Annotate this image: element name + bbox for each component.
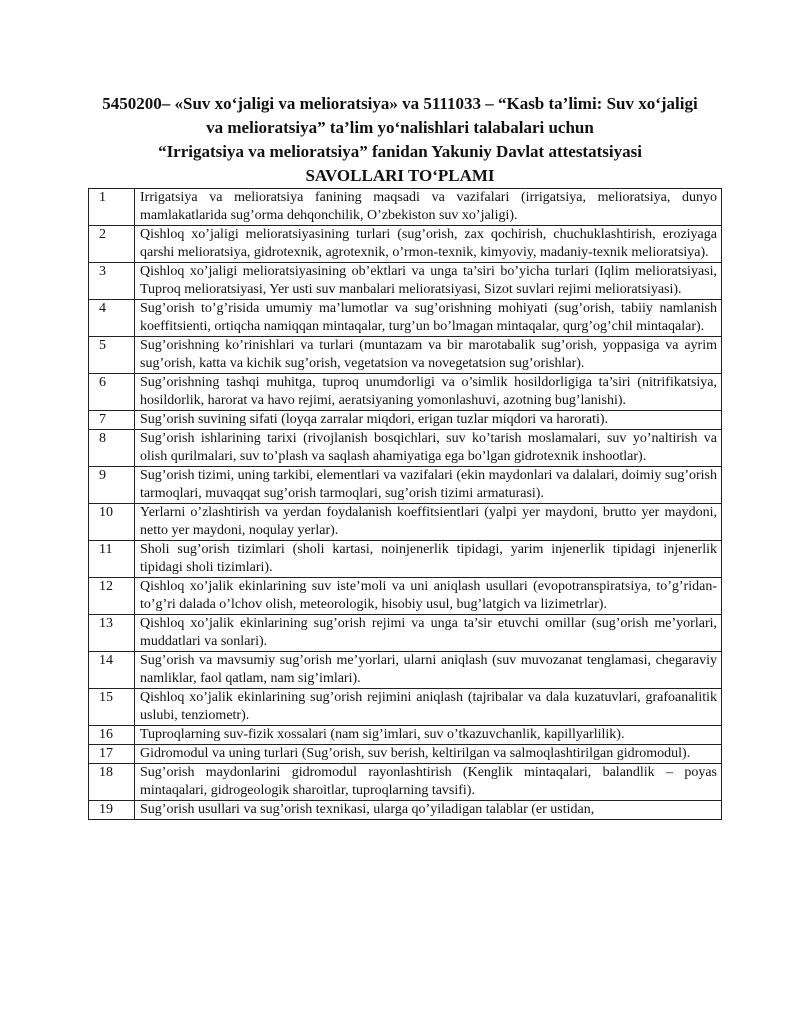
question-text: Tuproqlarning suv-fizik xossalari (nam sig’imlari, suv o’tkazuvchanlik, kapillyarlilik). — [135, 726, 722, 745]
question-number: 15 — [89, 689, 135, 726]
title-line-4: SAVOLLARI TO‘PLAMI — [305, 166, 495, 185]
table-row — [89, 504, 722, 541]
question-number: 12 — [89, 578, 135, 615]
table-row — [89, 541, 722, 578]
question-number: 5 — [89, 337, 135, 374]
title-line-2: va melioratsiya” ta’lim yo‘nalishlari talabalari uchun — [206, 118, 594, 137]
table-row — [89, 801, 722, 820]
question-number: 17 — [89, 745, 135, 764]
question-text: Sug’orish va mavsumiy sug’orish me’yorlari, ularni aniqlash (suv muvozanat tenglamasi, chegaraviy namliklar, faol qatlam, nam sig’imlari). — [135, 652, 722, 689]
title-line-1: 5450200– «Suv xo‘jaligi va melioratsiya» va 5111033 – “Kasb ta’limi: Suv xo‘jaligi — [102, 94, 698, 113]
table-row — [89, 374, 722, 411]
question-number: 11 — [89, 541, 135, 578]
question-number: 1 — [89, 189, 135, 226]
question-text: Sug’orish maydonlarini gidromodul rayonlashtirish (Kenglik mintaqalari, balandlik – poyas mintaqalari, gidrogeologik sharoitlar, tuproqlarning tavsifi). — [135, 764, 722, 801]
table-row — [89, 430, 722, 467]
question-number: 16 — [89, 726, 135, 745]
question-number: 10 — [89, 504, 135, 541]
question-text: Sug’orish to’g’risida umumiy ma’lumotlar va sug’orishning mohiyati (sug’orish, tabiiy namlanish koeffitsienti, ortiqcha namiqqan mintaqalar, turg’un bo’lmagan mintaqalar, qurg’og’chil mintaqalar). — [135, 300, 722, 337]
table-row — [89, 745, 722, 764]
question-number: 13 — [89, 615, 135, 652]
question-text: Sug’orish suvining sifati (loyqa zarralar miqdori, erigan tuzlar miqdori va harorati). — [135, 411, 722, 430]
question-number: 18 — [89, 764, 135, 801]
table-row — [89, 764, 722, 801]
question-number: 2 — [89, 226, 135, 263]
table-row — [89, 615, 722, 652]
question-text: Yerlarni o’zlashtirish va yerdan foydalanish koeffitsientlari (yalpi yer maydoni, brutto yer maydoni, netto yer maydoni, noqulay yerlar). — [135, 504, 722, 541]
questions-table — [88, 188, 722, 820]
table-row — [89, 689, 722, 726]
table-row — [89, 726, 722, 745]
table-row — [89, 652, 722, 689]
question-text: Sug’orish usullari va sug’orish texnikasi, ularga qo’yiladigan talablar (er ustidan, — [135, 801, 722, 820]
question-text: Sug’orishning ko’rinishlari va turlari (muntazam va bir marotabalik sug’orish, yoppasiga va ayrim sug’orish, katta va kichik sug’orish, vegetatsion va novegetatsion sug’orishlar). — [135, 337, 722, 374]
question-number: 8 — [89, 430, 135, 467]
table-row — [89, 263, 722, 300]
question-number: 9 — [89, 467, 135, 504]
question-text: Qishloq xo’jalik ekinlarining sug’orish rejimini aniqlash (tajribalar va dala kuzatuvlari, grafoanalitik uslubi, tenziometr). — [135, 689, 722, 726]
question-number: 6 — [89, 374, 135, 411]
question-text: Qishloq xo’jalik ekinlarining sug’orish rejimi va unga ta’sir etuvchi omillar (sug’orish me’yorlari, muddatlari va sonlari). — [135, 615, 722, 652]
title-line-3: “Irrigatsiya va melioratsiya” fanidan Yakuniy Davlat attestatsiyasi — [158, 142, 642, 161]
question-number: 7 — [89, 411, 135, 430]
table-row — [89, 578, 722, 615]
question-text: Sholi sug’orish tizimlari (sholi kartasi, noinjenerlik tipidagi, yarim injenerlik tipidagi injenerlik tipidagi sholi tizimlari). — [135, 541, 722, 578]
table-row — [89, 226, 722, 263]
question-text: Qishloq xo’jalik ekinlarining suv iste’moli va uni aniqlash usullari (evopotranspiratsiya, to’g’ridan-to’g’ri dalada o’lchov olish, meteorologik, hisobiy usul, bug’latgich va lizimetrlar). — [135, 578, 722, 615]
document-title — [80, 92, 720, 188]
question-number: 19 — [89, 801, 135, 820]
question-number: 3 — [89, 263, 135, 300]
question-text: Sug’orishning tashqi muhitga, tuproq unumdorligi va o’simlik hosildorligiga ta’siri (nitrifikatsiya, hosildorlik, harorat va havo rejimi, aeratsiyaning yomonlashuvi, azotning bug’lanishi). — [135, 374, 722, 411]
table-row — [89, 189, 722, 226]
table-row — [89, 467, 722, 504]
question-text: Qishloq xo’jaligi melioratsiyasining turlari (sug’orish, zax qochirish, chuchuklashtirish, eroziyaga qarshi melioratsiya, gidrotexnik, agrotexnik, o’rmon-texnik, kimyoviy, madaniy-texnik melioratsiya). — [135, 226, 722, 263]
question-text: Irrigatsiya va melioratsiya fanining maqsadi va vazifalari (irrigatsiya, melioratsiya, dunyo mamlakatlarida sug’orma dehqonchilik, O’zbekiston suv xo’jaligi). — [135, 189, 722, 226]
question-number: 14 — [89, 652, 135, 689]
table-row — [89, 300, 722, 337]
question-text: Gidromodul va uning turlari (Sug’orish, suv berish, keltirilgan va salmoqlashtirilgan gidromodul). — [135, 745, 722, 764]
table-row — [89, 411, 722, 430]
table-row — [89, 337, 722, 374]
question-text: Sug’orish ishlarining tarixi (rivojlanish bosqichlari, suv ko’tarish moslamalari, suv yo’naltirish va olish qurilmalari, suv to’plash va saqlash ahamiyatiga ega bo’lgan gidrotexnik inshootlar). — [135, 430, 722, 467]
question-number: 4 — [89, 300, 135, 337]
question-text: Sug’orish tizimi, uning tarkibi, elementlari va vazifalari (ekin maydonlari va dalalari, doimiy sug’orish tarmoqlari, muvaqqat sug’orish tarmoqlari, sug’orish tizimi armaturasi). — [135, 467, 722, 504]
question-text: Qishloq xo’jaligi melioratsiyasining ob’ektlari va unga ta’siri bo’yicha turlari (Iqlim melioratsiyasi, Tuproq melioratsiyasi, Yer usti suv manbalari melioratsiyasi, Sizot suvlari rejimi melioratsiyasi). — [135, 263, 722, 300]
